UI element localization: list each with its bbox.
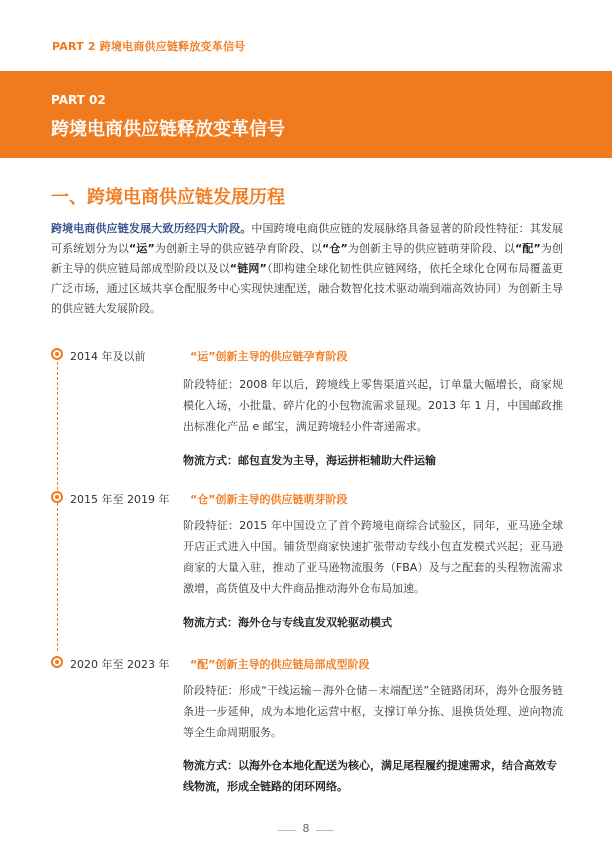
timeline-period: 2015 年至 2019 年 [70,493,170,506]
intro-text: 为创新主导的供应链局部成型阶段以及以 [51,242,564,275]
timeline-dot [51,656,63,668]
timeline-connector [57,362,58,490]
stage-title: “配”创新主导的供应链局部成型阶段 [190,658,370,671]
banner-title: 跨境电商供应链释放变革信号 [51,119,285,140]
banner-part-label: PART 02 [51,93,106,107]
intro-text: 为创新主导的供应链孕育阶段、以 [154,242,322,255]
timeline-dot [51,348,63,360]
intro-text: 为创新主导的供应链萌芽阶段、以 [347,242,515,255]
stage-title: “运”创新主导的供应链孕育阶段 [190,350,348,363]
section-title: 一、跨境电商供应链发展历程 [51,187,285,208]
timeline-connector [57,503,58,651]
intro-text: （即构建全球化韧性供应链网络，依托全球化仓网布局覆盖更广泛市场，通过区域共享仓配服务中心实现快速配送，融合数智化技术驱动端到端高效协同）为创新主导的供应链大发展阶段。 [51,262,563,315]
part-banner [0,71,612,158]
logistics-mode: 物流方式：以海外仓本地化配送为核心，满足尾程履约提速需求，结合高效专线物流，形成全链路的闭环网络。 [183,759,557,793]
intro-paragraph [51,219,563,319]
timeline-period: 2020 年至 2023 年 [70,658,170,671]
logistics-mode: 物流方式：海外仓与专线直发双轮驱动模式 [183,616,392,629]
keyword-yun: “运” [128,242,155,255]
keyword-cang: “仓” [321,242,348,255]
intro-text: 中国跨境电商供应链的发展脉络具备显著的阶段性特征：其发展可系统划分为以 [51,222,564,255]
stage-description: 阶段特征：2015 年中国设立了首个跨境电商综合试验区，同年，亚马逊全球开店正式进入中国。铺货型商家快速扩张带动专线小包直发模式兴起；亚马逊商家的大量入驻，推动了亚马逊物流服务（FBA）及与之配套的头程物流需求激增，高货值及中大件商品推动海外仓布局加速。 [183,519,563,595]
timeline-dot [51,491,63,503]
footer-rule [278,830,296,831]
page-number: 8 [302,822,310,835]
keyword-lianwang: “链网” [229,262,267,275]
logistics-mode: 物流方式：邮包直发为主导，海运拼柜辅助大件运输 [183,454,436,467]
keyword-pei: “配” [514,242,541,255]
stage-description: 阶段特征：形成“干线运输－海外仓储－末端配送”全链路闭环，海外仓服务链条进一步延伸，成为本地化运营中枢，支撑订单分拣、退换货处理、逆向物流等全生命周期服务。 [183,684,563,739]
timeline-period: 2014 年及以前 [70,350,146,363]
running-header: PART 2 跨境电商供应链释放变革信号 [52,40,246,53]
intro-lead: 跨境电商供应链发展大致历经四大阶段。 [51,222,252,235]
stage-description: 阶段特征：2008 年以后，跨境线上零售渠道兴起，订单量大幅增长，商家规模化入场，小批量、碎片化的小包物流需求显现。2013 年 1 月，中国邮政推出标准化产品 e 邮宝，满足跨境轻小件寄递需求。 [183,378,563,433]
stage-title: “仓”创新主导的供应链萌芽阶段 [190,493,348,506]
footer-rule [316,830,334,831]
